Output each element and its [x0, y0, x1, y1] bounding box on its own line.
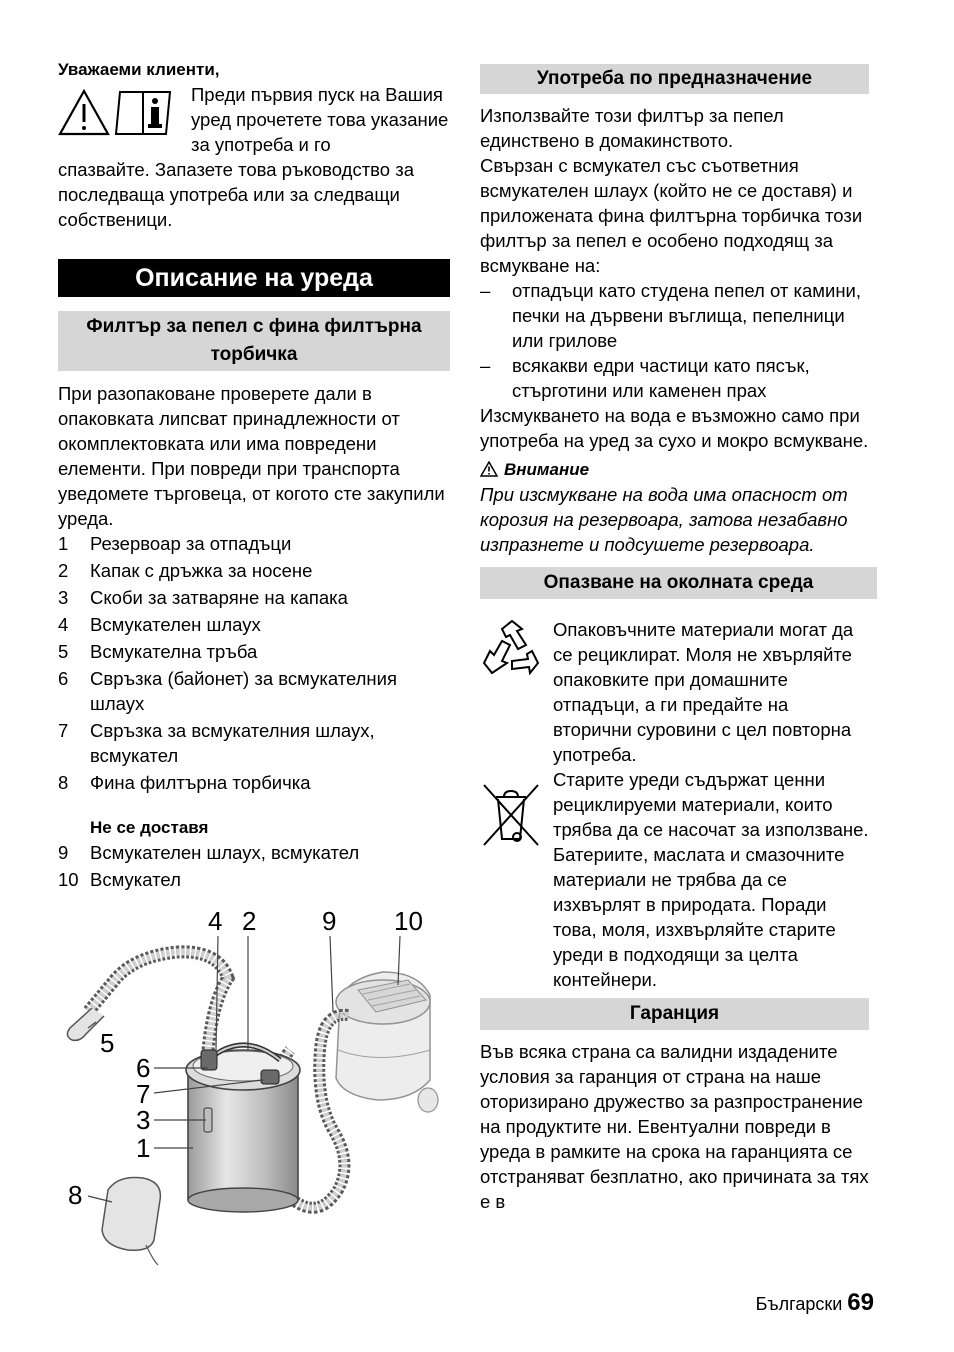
greeting: Уважаеми клиенти,	[58, 60, 220, 79]
recycling-icon	[480, 617, 544, 681]
left-column	[58, 58, 450, 894]
read-manual-icon	[116, 92, 170, 134]
callout-5: 5	[100, 1028, 115, 1058]
crossed-bin-icon	[480, 781, 542, 849]
warning-triangle-icon	[480, 461, 498, 477]
right-column	[480, 64, 872, 1214]
list-item: 7 Свръзка за всмукателния шлаух, всмукател	[58, 720, 375, 766]
section-title-description: Описание на уреда	[58, 259, 450, 297]
intro-icons	[58, 88, 176, 138]
intended-use-p2: Свързан с всмукател със съответния всмукателен шлаух (който не се доставя) и приложената фина филтърна торбичка този филтър за пепел е особено подходящ за всмукване на:	[480, 155, 863, 276]
subtitle-ash-filter: Филтър за пепел с фина филтърна торбичка	[58, 311, 450, 371]
list-item: – отпадъци като студена пепел от камини, печки на дървени въглища, пепелници или грилове	[480, 280, 862, 351]
parts-list	[58, 531, 450, 795]
weee-block	[480, 767, 872, 992]
not-supplied-list	[58, 840, 450, 892]
list-item: – всякакви едри частици като пясък, стърготини или каменен прах	[480, 355, 810, 401]
callout-7: 7	[136, 1079, 151, 1109]
attention-text: При изсмукване на вода има опасност от корозия на резервоара, затова незабавно изпразнете и подсушете резервоара.	[480, 484, 848, 555]
callout-2: 2	[242, 906, 257, 936]
not-supplied-title: Не се доставя	[90, 818, 209, 837]
intended-use-p1: Използвайте този филтър за пепел единствено в домакинството.	[480, 105, 784, 151]
suction-tube-5	[67, 1008, 104, 1040]
filter-bag-8	[102, 1178, 160, 1266]
vacuum-cleaner-drawing	[336, 972, 438, 1112]
warranty-text: Във всяка страна са валидни издадените условия за гаранция от страна на наше оторизирано дружество за разпространение на продуктите ни. Евентуални повреди в уреда в рамките на срока на гаранцията се отстраняват безплатно, ако причината за тях е в	[480, 1041, 869, 1212]
page-number: 69	[847, 1289, 874, 1316]
list-item: 5 Всмукателна тръба	[58, 641, 258, 662]
recycle-text: Опаковъчните материали могат да се рециклират. Моля не хвърляйте опаковките при домашните отпадъци, а ги предайте на вторични суровини с цел повторна употреба.	[553, 619, 854, 765]
intro-text-first: Преди първия пуск на Вашия уред прочетете това указание за употреба и го	[191, 84, 449, 155]
callout-10: 10	[394, 906, 423, 936]
callout-9: 9	[322, 906, 337, 936]
list-item: 2 Капак с дръжка за носене	[58, 560, 313, 581]
recycle-block	[480, 617, 872, 767]
attention-heading: Внимание	[480, 457, 872, 482]
heading-environment: Опазване на околната среда	[480, 567, 877, 599]
list-item: 10 Всмукател	[58, 869, 181, 890]
intro-block	[58, 82, 450, 157]
callout-3: 3	[136, 1105, 151, 1135]
callout-6: 6	[136, 1053, 151, 1083]
ash-tank	[186, 1045, 300, 1212]
footer-language: Български	[755, 1294, 843, 1314]
intended-use-p3: Изсмукването на вода е възможно само при употреба на уред за сухо и мокро всмукване.	[480, 405, 869, 451]
callout-1: 1	[136, 1133, 151, 1163]
heading-warranty: Гаранция	[480, 998, 869, 1030]
callout-8: 8	[68, 1180, 83, 1210]
weee-text: Старите уреди съдържат ценни рециклируеми материали, които трябва да се насочат за използване. Батериите, маслата и смазочните материали не трябва да се изхвърлят в природата. Поради това, моля, изхвърляйте старите уреди в подходящи за целта контейнери.	[553, 769, 869, 990]
list-item: 9 Всмукателен шлаух, всмукател	[58, 842, 360, 863]
callout-4: 4	[208, 906, 223, 936]
heading-intended-use: Употреба по предназначение	[480, 64, 869, 94]
list-item: 1 Резервоар за отпадъци	[58, 533, 292, 554]
page-footer	[756, 1290, 874, 1317]
intended-use-list	[480, 278, 872, 403]
list-item: 6 Свръзка (байонет) за всмукателния шлаух	[58, 668, 398, 714]
list-item: 3 Скоби за затваряне на капака	[58, 587, 348, 608]
unpack-text: При разопаковане проверете дали в опаковката липсват принадлежности от окомплектовката или има повредени елементи. При повреди при транспорта уведомете търговеца, от когото сте закупили уреда.	[58, 383, 445, 529]
warning-triangle-icon	[60, 91, 108, 134]
intro-text-rest: спазвайте. Запазете това ръководство за последваща употреба или за следващи собственици.	[58, 159, 414, 230]
list-item: 8 Фина филтърна торбичка	[58, 772, 311, 793]
list-item: 4 Всмукателен шлаух	[58, 614, 261, 635]
device-illustration	[58, 900, 450, 1280]
